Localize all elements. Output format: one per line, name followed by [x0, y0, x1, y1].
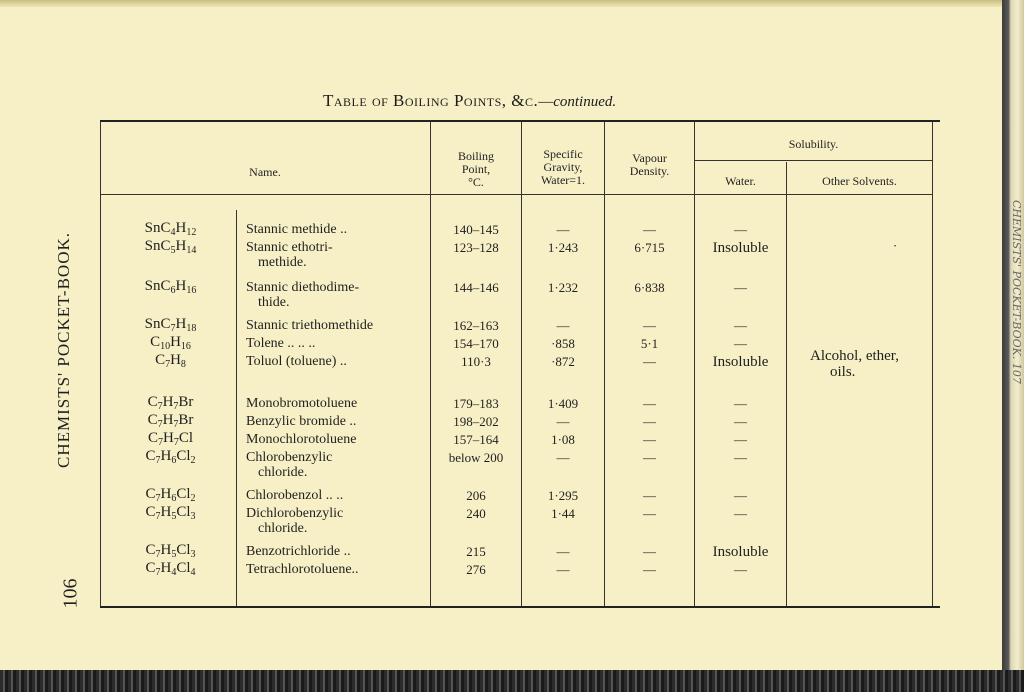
header-rule	[100, 194, 932, 195]
gravity-cell: —	[556, 222, 570, 237]
formula-cell: $C_7H_5Cl_3$	[145, 542, 196, 560]
water-solubility-cell: —	[734, 432, 747, 447]
boiling-point-cell: 154–170	[453, 336, 499, 351]
page-top-edge	[0, 0, 1002, 7]
other-solvents-dot: ·	[892, 238, 898, 253]
running-head: CHEMISTS' POCKET-BOOK.	[54, 231, 73, 469]
table-title-main: Table of Boiling Points, &c.	[323, 91, 539, 110]
header-solubility: Solubility.	[788, 137, 839, 151]
facing-page-strip: CHEMISTS' POCKET-BOOK. 107	[1010, 200, 1023, 384]
water-solubility-cell: —	[734, 562, 747, 577]
formula-cell: $C_7H_8$	[155, 352, 186, 370]
gravity-cell: —	[556, 414, 570, 429]
header-other: Other Solvents.	[822, 174, 897, 188]
vapour-density-cell: —	[643, 354, 656, 369]
boiling-point-cell: 157–164	[453, 432, 499, 447]
name-cell: Benzotrichloride ..	[246, 544, 351, 559]
formula-cell: $SnC_6H_{16}$	[144, 278, 197, 296]
boiling-points-table	[100, 120, 940, 608]
boiling-point-cell: 215	[466, 544, 486, 559]
formula-cell: $SnC_4H_{12}$	[144, 220, 197, 238]
gravity-cell: 1·295	[547, 488, 579, 503]
vapour-density-cell: —	[643, 562, 656, 577]
boiling-point-cell: 179–183	[453, 396, 499, 411]
vapour-density-cell: —	[643, 396, 656, 411]
table-title	[323, 91, 616, 111]
name-cell: Stannic methide ..	[246, 222, 348, 237]
vapour-density-cell: —	[643, 432, 656, 447]
water-solubility-cell: —	[734, 506, 747, 521]
water-solubility-cell: —	[734, 488, 747, 503]
vapour-density-cell: 6·715	[634, 240, 665, 255]
name-cell: Monobromotoluene	[246, 396, 358, 411]
formula-cell: $C_7H_5Cl_3$	[145, 504, 196, 522]
rule-right	[932, 122, 933, 606]
name-cell-continued: chloride.	[258, 465, 308, 480]
formula-cell: $C_7H_6Cl_2$	[145, 486, 196, 504]
name-cell-continued: methide.	[258, 255, 307, 270]
boiling-point-cell: 140–145	[453, 222, 499, 237]
formula-cell: $C_7H_7Br$	[147, 394, 194, 412]
header-vapour: Vapour Density.	[629, 151, 670, 178]
formula-cell: $C_7H_4Cl_4$	[145, 560, 196, 578]
header-gravity: Specific Gravity, Water=1.	[540, 147, 586, 187]
gravity-cell: 1·409	[547, 396, 579, 411]
gravity-cell: 1·232	[547, 280, 579, 295]
water-solubility-cell: Insoluble	[712, 240, 769, 256]
name-cell: Chlorobenzol .. ..	[246, 488, 344, 503]
gravity-cell: 1·243	[547, 240, 579, 255]
water-solubility-cell: —	[734, 336, 747, 351]
name-cell-continued: chloride.	[258, 521, 308, 536]
name-cell: Stannic diethodime-	[246, 280, 360, 295]
boiling-point-cell: 162–163	[453, 318, 499, 333]
rule-water-other	[786, 162, 787, 606]
header-boiling: Boiling Point, °C.	[457, 149, 494, 189]
other-solvents-cell: Alcohol, ether, oils.	[810, 348, 899, 380]
name-cell: Toluol (toluene) ..	[246, 354, 347, 369]
boiling-point-cell: 240	[466, 506, 486, 521]
name-cell: Dichlorobenzylic	[246, 506, 344, 521]
boiling-point-cell: 198–202	[453, 414, 499, 429]
vapour-density-cell: —	[643, 222, 656, 237]
name-cell: Benzylic bromide ..	[246, 414, 357, 429]
gravity-cell: —	[556, 318, 570, 333]
vapour-density-cell: —	[643, 544, 656, 559]
water-solubility-cell: —	[734, 396, 747, 411]
name-cell: Stannic triethomethide	[246, 318, 374, 333]
water-solubility-cell: —	[734, 414, 747, 429]
water-solubility-cell: —	[734, 280, 747, 295]
formula-cell: $C_7H_6Cl_2$	[145, 448, 196, 466]
name-cell: Stannic ethotri-	[246, 240, 333, 255]
formula-cell: $C_{10}H_{16}$	[150, 334, 191, 352]
table-title-continued: continued.	[553, 94, 617, 110]
name-cell: Tolene .. .. ..	[246, 336, 316, 351]
vapour-density-cell: —	[643, 506, 656, 521]
water-solubility-cell: Insoluble	[712, 544, 769, 560]
header-water: Water.	[725, 174, 756, 188]
boiling-point-cell: 276	[466, 562, 486, 577]
vapour-density-cell: —	[643, 318, 656, 333]
gravity-cell: —	[556, 450, 570, 465]
formula-cell: $SnC_5H_{14}$	[144, 238, 197, 256]
page-bottom-edge	[0, 670, 1024, 692]
vapour-density-cell: 5·1	[640, 336, 659, 351]
gravity-cell: —	[556, 544, 570, 559]
formula-cell: $C_7H_7Cl$	[147, 430, 194, 448]
table-title-dash: —	[538, 94, 554, 110]
water-solubility-cell: —	[734, 450, 747, 465]
gravity-cell: 1·44	[551, 506, 575, 521]
formula-cell: $SnC_7H_{18}$	[144, 316, 197, 334]
gravity-cell: 1·08	[551, 432, 575, 447]
rule-formula-name	[236, 210, 237, 606]
name-cell-continued: thide.	[258, 295, 290, 310]
boiling-point-cell: 206	[466, 488, 486, 503]
vapour-density-cell: —	[643, 450, 656, 465]
gravity-cell: ·872	[551, 354, 575, 369]
boiling-point-cell: 123–128	[453, 240, 499, 255]
page-number: 106	[59, 578, 82, 609]
water-solubility-cell: —	[734, 318, 747, 333]
header-name: Name.	[249, 165, 281, 179]
solubility-rule	[694, 160, 932, 161]
water-solubility-cell: —	[734, 222, 747, 237]
boiling-point-cell: 144–146	[453, 280, 499, 295]
gravity-cell: —	[556, 562, 570, 577]
vapour-density-cell: 6·838	[634, 280, 665, 295]
vapour-density-cell: —	[643, 414, 656, 429]
gravity-cell: ·858	[551, 336, 575, 351]
name-cell: Tetrachlorotoluene..	[246, 562, 359, 577]
name-cell: Chlorobenzylic	[246, 450, 333, 465]
boiling-point-cell: below 200	[448, 450, 504, 465]
water-solubility-cell: Insoluble	[712, 354, 769, 370]
vapour-density-cell: —	[643, 488, 656, 503]
formula-cell: $C_7H_7Br$	[147, 412, 194, 430]
name-cell: Monochlorotoluene	[246, 432, 357, 447]
boiling-point-cell: 110·3	[461, 354, 491, 369]
